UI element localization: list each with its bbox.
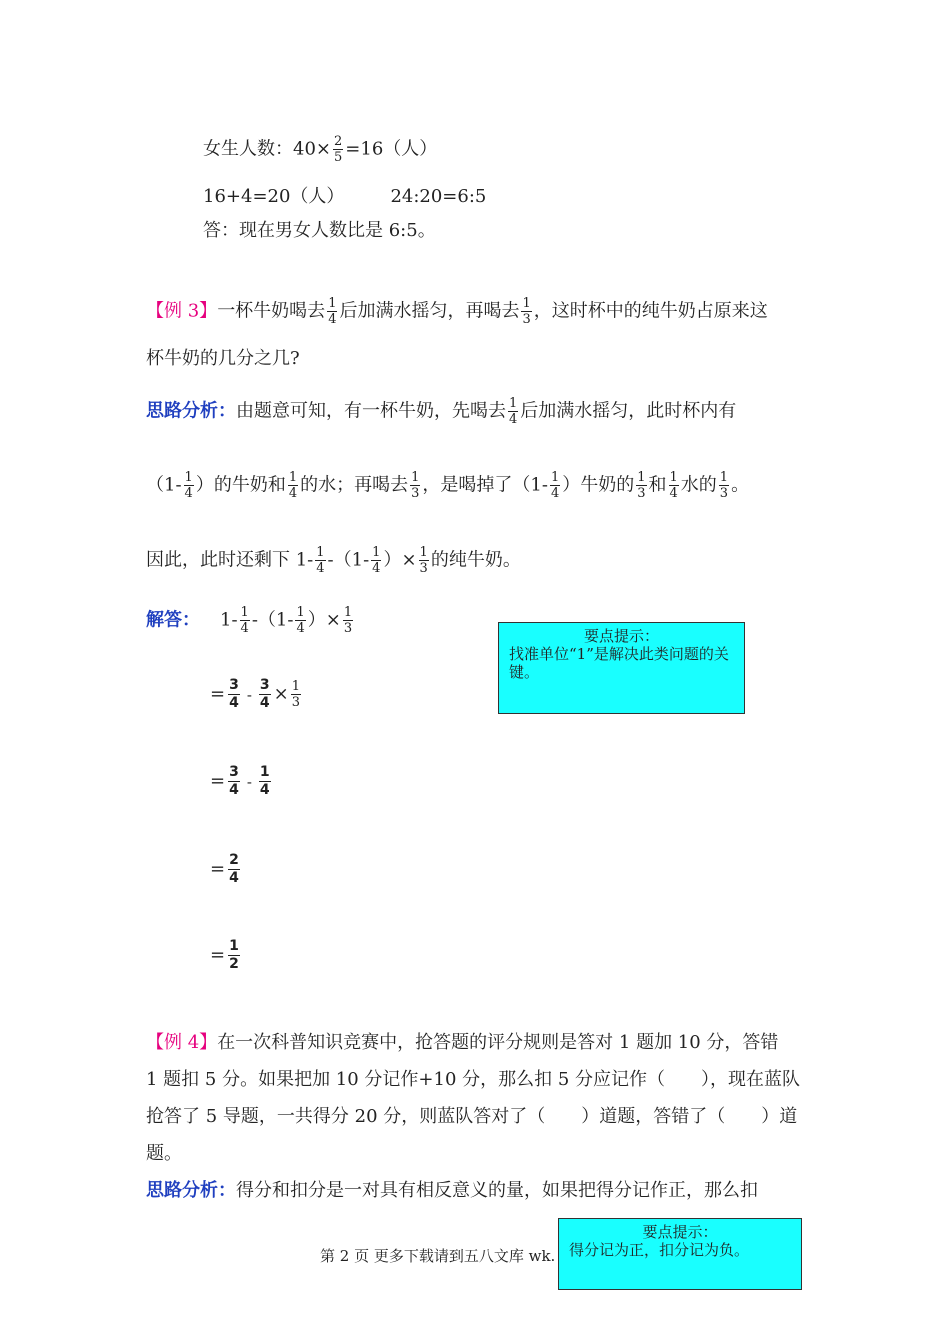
ex4-question-line4: 题。 (146, 1143, 182, 1164)
ex3-question-line2: 杯牛奶的几分之几? (146, 348, 300, 369)
ex3-step-1: = $\frac{3}{4}$ - $\frac{3}{4}$ × $\frac{1}{3}$ (210, 677, 301, 711)
ex3-step-3: = $\frac{2}{4}$ (210, 852, 239, 886)
analysis-label: 思路分析： (146, 400, 236, 422)
ex2-answer-line: 答：现在男女人数比是 6:5。 (203, 220, 436, 241)
tip-body: 找准单位“1”是解决此类问题的关键。 (509, 645, 729, 681)
tip-body: 得分记为正，扣分记为负。 (569, 1241, 750, 1259)
tip-box-sign (558, 1218, 802, 1290)
ex3-step-2: = $\frac{3}{4}$ - $\frac{1}{4}$ (210, 764, 270, 798)
ex3-step-4: = $\frac{1}{2}$ (210, 938, 239, 972)
ex2-girls-line: 女生人数：40× $\frac{2}{5}$ =16（人） (203, 134, 438, 165)
ex4-question-line1: 【例 4】在一次科普知识竞赛中，抢答题的评分规则是答对 1 题加 10 分，答错 (146, 1032, 779, 1053)
ex4-analysis-line1: 思路分析：得分和扣分是一对具有相反意义的量，如果把得分记作正，那么扣 (146, 1180, 758, 1201)
answer-label: 解答： (146, 609, 200, 631)
ex3-analysis-line1: 思路分析：由题意可知，有一杯牛奶，先喝去 $\frac{1}{4}$ 后加满水摇匀，此时杯内有 (146, 396, 737, 427)
ex3-analysis-line2: （1- $\frac{1}{4}$ ）的牛奶和 $\frac{1}{4}$ 的水；再喝去 $\frac{1}{3}$ ，是喝掉了（1- $\frac{1}{4}$ ）牛奶的 $\frac{1}{3}$ 和 $\frac{1}{4}$ 水的 $\frac{1}{3}$ 。 (146, 470, 750, 501)
example-tag: 【例 4】 (146, 1032, 218, 1053)
fraction: $\frac{2}{5}$ (334, 134, 343, 165)
tip-title: 要点提示： (642, 1223, 718, 1241)
ex3-solution-line: 解答： 1- $\frac{1}{4}$ -（1- $\frac{1}{4}$ ）× $\frac{1}{3}$ (146, 605, 353, 636)
example-tag: 【例 3】 (146, 300, 218, 322)
ex4-question-line2: 1 题扣 5 分。如果把加 10 分记作+10 分，那么扣 5 分应记作（ ），现在蓝队 (146, 1069, 801, 1090)
ex2-calc-line: 16+4=20（人） 24:20=6:5 (203, 186, 487, 207)
ex3-question-line1: 【例 3】一杯牛奶喝去 $\frac{1}{4}$ 后加满水摇匀，再喝去 $\frac{1}{3}$ ，这时杯中的纯牛奶占原来这 (146, 296, 768, 327)
page-footer: 第 2 页 更多下载请到五八文库 wk. (320, 1247, 556, 1265)
analysis-label: 思路分析： (146, 1180, 236, 1201)
tip-box-unit (498, 622, 745, 714)
tip-title: 要点提示： (583, 627, 659, 645)
ex3-analysis-line3: 因此，此时还剩下 1- $\frac{1}{4}$ -（1- $\frac{1}{4}$ ）× $\frac{1}{3}$ 的纯牛奶。 (146, 545, 521, 576)
ex4-question-line3: 抢答了 5 导题，一共得分 20 分，则蓝队答对了（ ）道题，答错了（ ）道 (146, 1106, 798, 1127)
